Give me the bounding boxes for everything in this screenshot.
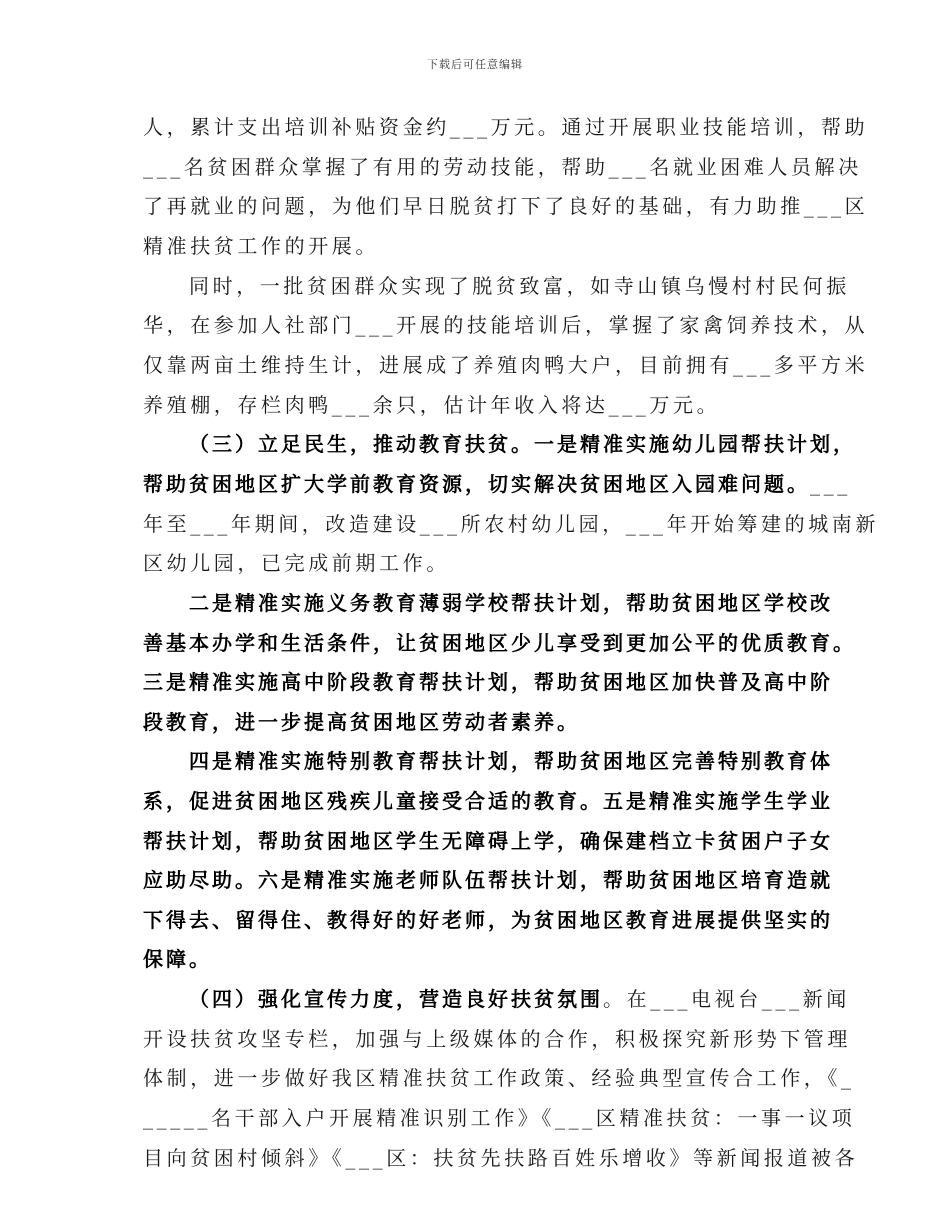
text-line <box>143 989 869 1009</box>
text-run: 同时，一批贫困群众实现了脱贫致富，如寺山镇乌慢村村民何振 <box>189 274 850 298</box>
text-run: 养殖棚，存栏肉鸭___余只，估计年收入将达___万元。 <box>143 393 721 417</box>
bold-text-run: 三是精准实施高中阶段教育帮扶计划，帮助贫困地区加快普及高中阶 <box>143 670 833 694</box>
text-run: 体制，进一步做好我区精准扶贫工作政策、经验典型宣传合工作，《_ <box>143 1066 855 1090</box>
bold-text-run: （三）立足民生，推动教育扶贫。一是精准实施幼儿园帮扶计划， <box>189 432 856 456</box>
bold-text-run: 应助尽助。六是精准实施老师队伍帮扶计划，帮助贫困地区培育造就 <box>143 868 833 892</box>
text-line <box>143 751 869 771</box>
bold-text-run: 系，促进贫困地区残疾儿童接受合适的教育。五是精准实施学生学业 <box>143 789 833 813</box>
text-line <box>143 631 856 655</box>
text-line <box>143 512 879 536</box>
bold-text-run: 保障。 <box>143 947 212 971</box>
text-line <box>143 868 833 892</box>
text-line <box>143 670 833 694</box>
bold-text-run: 帮扶计划，帮助贫困地区学生无障碍上学，确保建档立卡贫困户子女 <box>143 829 833 853</box>
text-line <box>143 1146 859 1170</box>
text-run: 人，累计支出培训补贴资金约___万元。通过开展职业技能培训，帮助 <box>143 115 869 139</box>
text-line <box>143 276 869 296</box>
bold-text-run: 段教育，进一步提高贫困地区劳动者素养。 <box>143 710 580 734</box>
bold-text-run: 善基本办学和生活条件，让贫困地区少儿享受到更加公平的优质教育。 <box>143 631 856 655</box>
text-line <box>143 712 823 732</box>
text-run: ___ <box>810 472 851 496</box>
text-line <box>143 1066 855 1090</box>
text-line <box>143 155 862 179</box>
text-run: _____名干部入户开展精准识别工作》《___区精准扶贫：一事一议项 <box>143 1106 856 1130</box>
text-run: 了再就业的问题，为他们早日脱贫打下了良好的基础，有力助推___区 <box>143 194 869 218</box>
text-run: 。在___电视台___新闻 <box>603 987 850 1011</box>
bold-text-run: 帮助贫困地区扩大学前教育资源，切实解决贫困地区入园难问题。 <box>143 472 810 496</box>
text-line <box>143 115 869 139</box>
bold-text-run: （四）强化宣传力度，营造良好扶贫氛围 <box>189 987 603 1011</box>
text-line <box>143 908 833 932</box>
text-run: 开设扶贫攻坚专栏，加强与上级媒体的合作，积极探究新形势下管理 <box>143 1027 851 1051</box>
text-line <box>143 593 869 613</box>
text-line <box>143 395 823 415</box>
text-run: 区幼儿园，已完成前期工作。 <box>143 551 450 575</box>
text-line <box>143 353 869 377</box>
text-run: 精准扶贫工作的开展。 <box>143 234 379 258</box>
text-line <box>143 472 851 496</box>
bold-text-run: 四是精准实施特别教育帮扶计划，帮助贫困地区完善特别教育体 <box>189 749 833 773</box>
text-line <box>143 194 869 218</box>
text-line <box>143 789 833 813</box>
text-line <box>143 553 823 573</box>
text-line <box>143 1106 856 1130</box>
bold-text-run: 二是精准实施义务教育薄弱学校帮扶计划，帮助贫困地区学校改 <box>189 591 833 615</box>
text-run: 目向贫困村倾斜》《___区：扶贫先扶路百姓乐增收》等新闻报道被各 <box>143 1146 859 1170</box>
text-run: ___名贫困群众掌握了有用的劳动技能，帮助___名就业困难人员解决 <box>143 155 862 179</box>
text-line <box>143 236 823 256</box>
text-line <box>143 949 823 969</box>
text-run: 华，在参加人社部门___开展的技能培训后，掌握了家禽饲养技术，从 <box>143 313 869 337</box>
text-run: 仅靠两亩土维持生计，进展成了养殖肉鸭大户，目前拥有___多平方米 <box>143 353 869 377</box>
text-line <box>143 434 869 454</box>
text-line <box>143 313 869 337</box>
bold-text-run: 下得去、留得住、教得好的好老师，为贫困地区教育进展提供坚实的 <box>143 908 833 932</box>
text-run: 年至___年期间，改造建设___所农村幼儿园，___年开始筹建的城南新 <box>143 512 879 536</box>
page-header: 下载后可任意编辑 <box>427 58 523 71</box>
text-line <box>143 1027 851 1051</box>
text-line <box>143 829 833 853</box>
